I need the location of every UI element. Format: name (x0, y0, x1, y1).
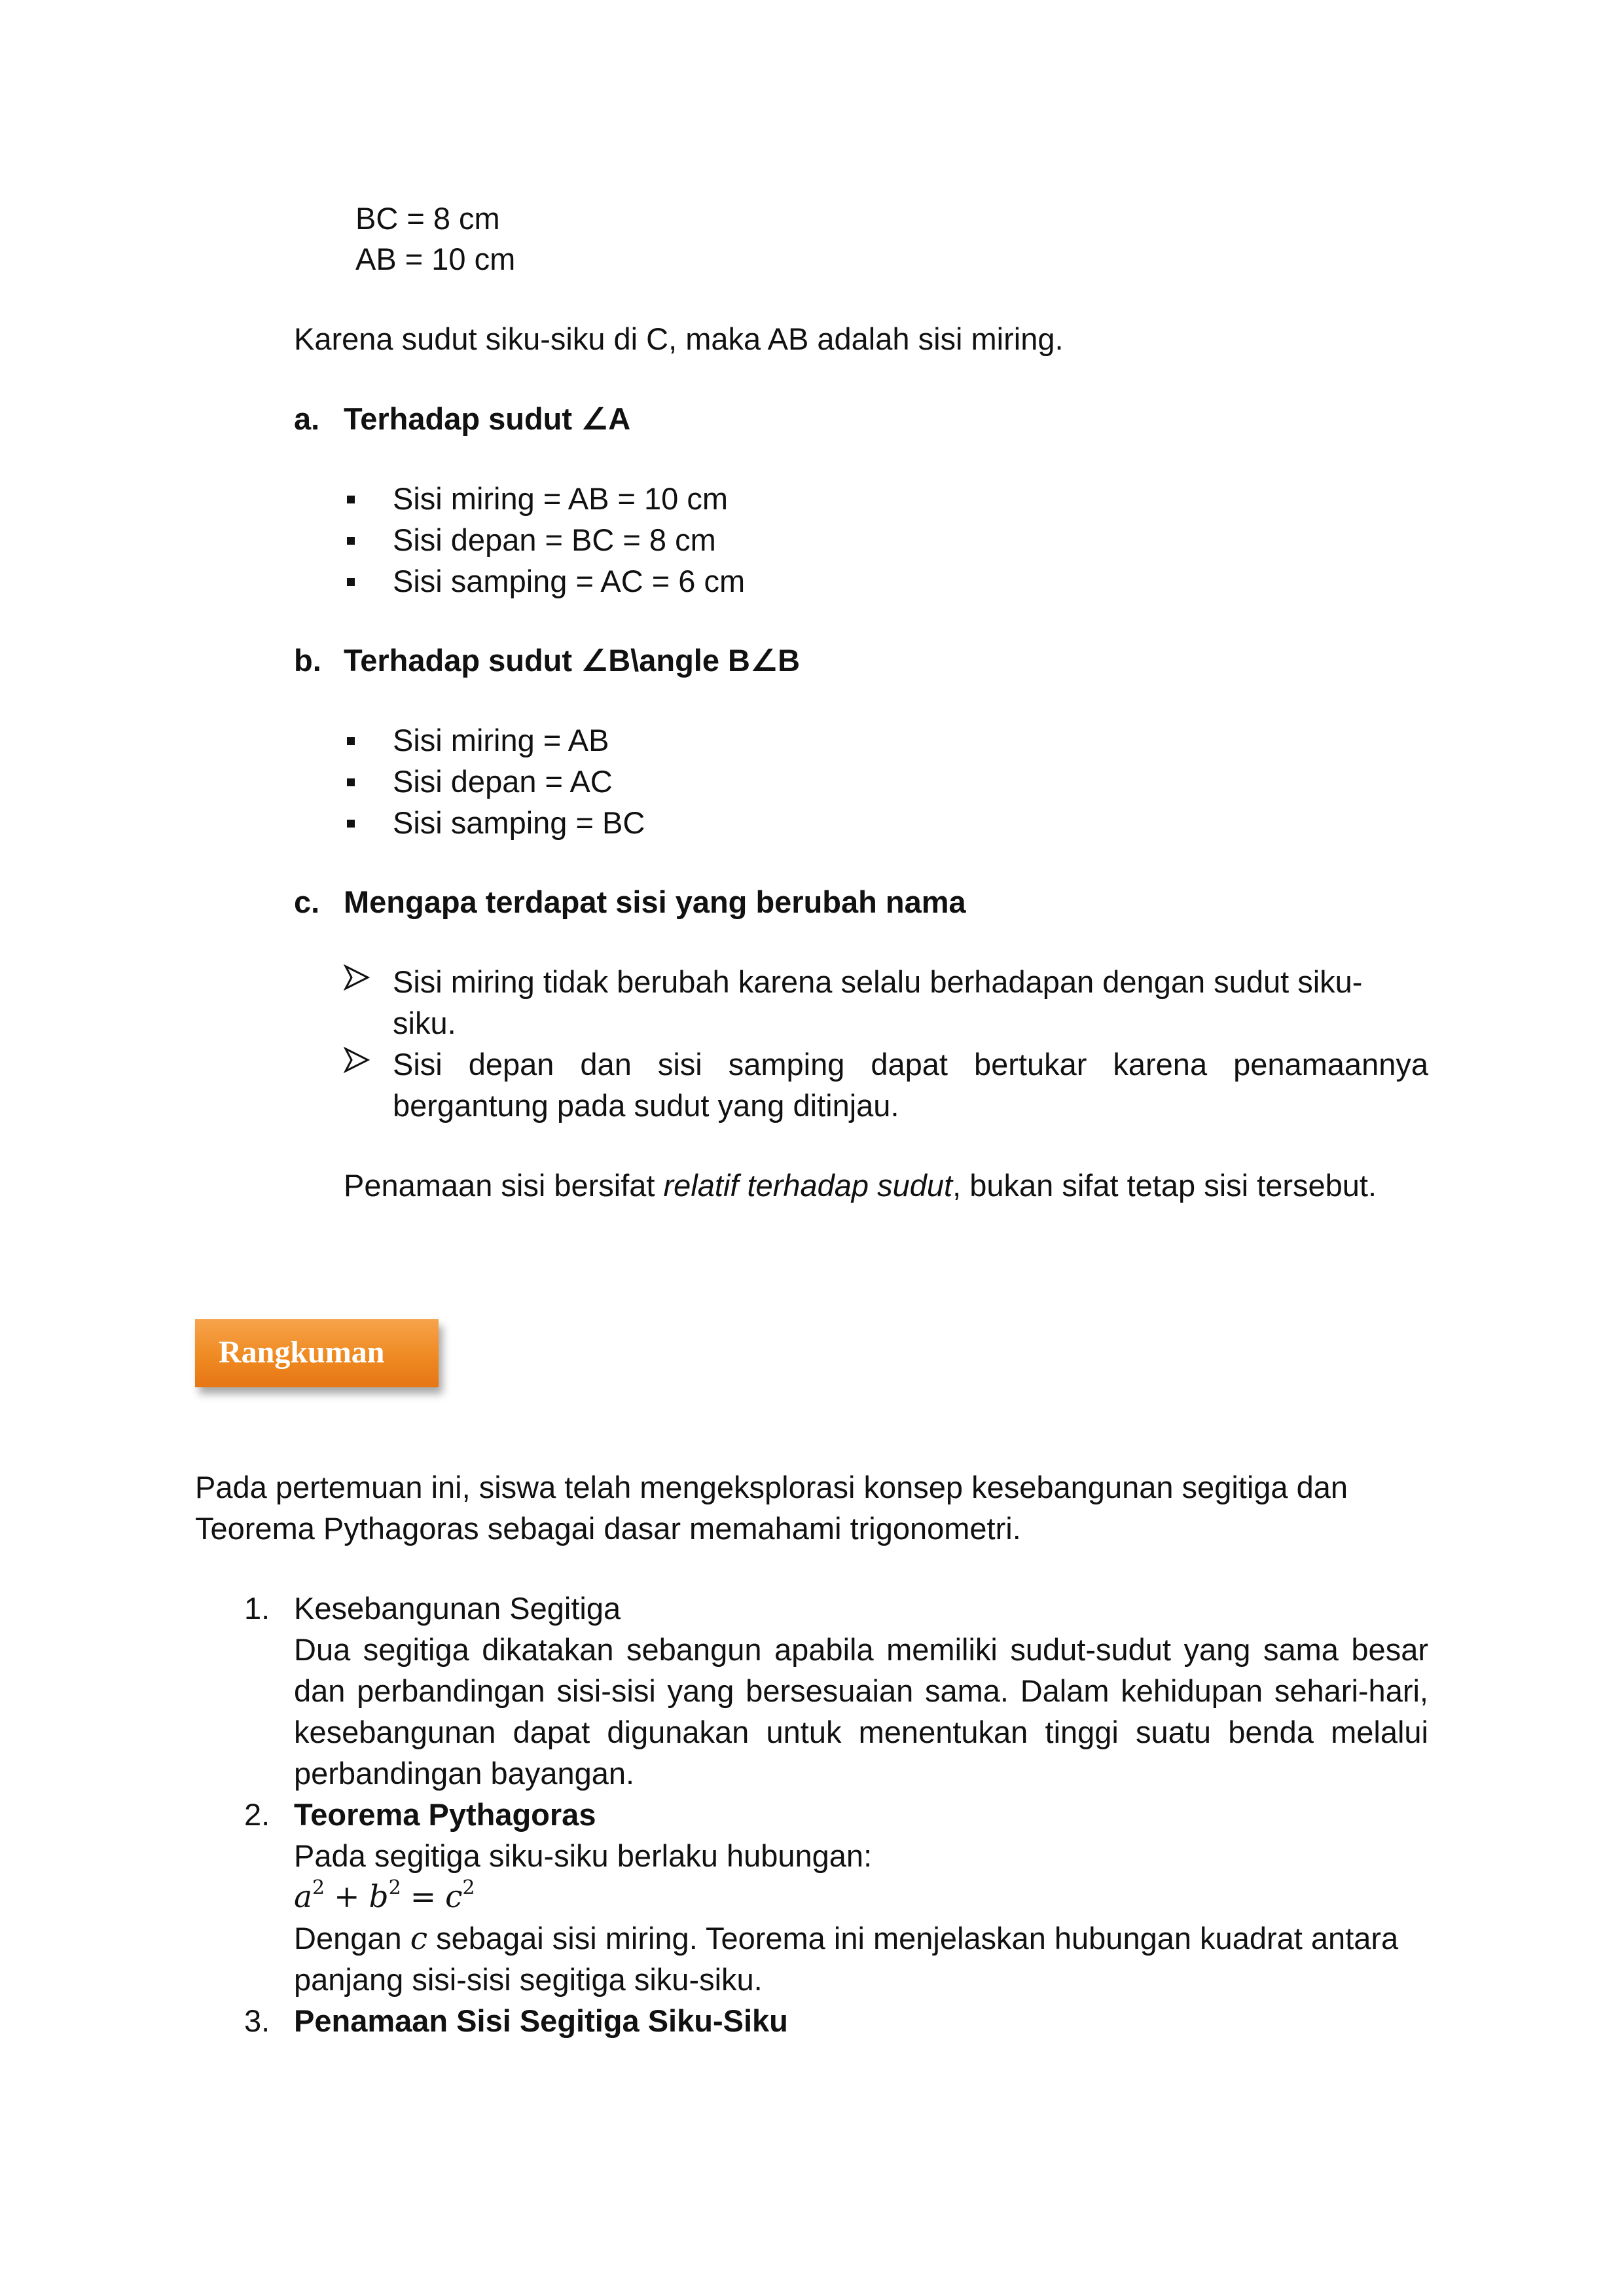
summary-item-intro: Pada segitiga siku-siku berlaku hubungan: (294, 1838, 873, 1873)
arrow-bullet-icon (344, 1047, 370, 1073)
bullet-icon (347, 778, 355, 786)
summary-banner-label: Rangkuman (219, 1335, 385, 1370)
summary-item-body-line: kesebangunan dapat digunakan untuk menentukan tinggi suatu benda melalui (294, 1715, 1428, 1749)
part-c-point-line: Sisi depan dan sisi samping dapat bertukar karena penamaannya (393, 1047, 1428, 1082)
formula-exponent: 2 (462, 1876, 475, 1899)
arrow-bullet-icon (344, 964, 370, 991)
summary-item-number: 3. (244, 2003, 270, 2038)
formula-operator: = (410, 1879, 437, 1915)
part-a-item: Sisi samping = AC = 6 cm (393, 564, 746, 598)
conclusion-text: , bukan sifat tetap sisi tersebut. (952, 1168, 1377, 1203)
part-a-item: Sisi miring = AB = 10 cm (393, 481, 728, 516)
part-c-conclusion (344, 1165, 1377, 1206)
summary-paragraph-line: Pada pertemuan ini, siswa telah mengeksplorasi konsep kesebangunan segitiga dan (195, 1470, 1348, 1504)
summary-item-number: 2. (244, 1797, 270, 1832)
bullet-icon (347, 737, 355, 745)
after-var: c (410, 1921, 428, 1957)
summary-item-body-line: perbandingan bayangan. (294, 1756, 635, 1791)
after-text-wrap (294, 1918, 1398, 1959)
part-c-point-line: Sisi miring tidak berubah karena selalu berhadapan dengan sudut siku- (393, 964, 1363, 999)
part-c-title: Mengapa terdapat sisi yang berubah nama (344, 884, 966, 919)
part-b-title: Terhadap sudut ∠B\angle B∠B (344, 643, 801, 678)
summary-item-body-line: Dua segitiga dikatakan sebangun apabila memiliki sudut-sudut yang sama besar (294, 1632, 1428, 1667)
given-ab: AB = 10 cm (355, 242, 516, 276)
formula-var: a (294, 1879, 313, 1915)
summary-item-after-line: panjang sisi-sisi segitiga siku-siku. (294, 1962, 763, 1997)
summary-item-after-line (294, 1918, 1428, 1959)
summary-paragraph-line: Teorema Pythagoras sebagai dasar memahami trigonometri. (195, 1511, 1021, 1546)
part-a-marker: a. (294, 401, 320, 436)
part-c-marker: c. (294, 884, 320, 919)
part-b-item: Sisi samping = BC (393, 805, 645, 840)
part-c-point-line: bergantung pada sudut yang ditinjau. (393, 1088, 899, 1123)
formula-exponent: 2 (388, 1876, 401, 1899)
summary-item-body-line: dan perbandingan sisi-sisi yang bersesuaian sama. Dalam kehidupan sehari-hari, (294, 1673, 1428, 1708)
part-a-item: Sisi depan = BC = 8 cm (393, 522, 716, 557)
formula-exponent: 2 (312, 1876, 325, 1899)
bullet-icon (347, 578, 355, 586)
summary-item-title: Teorema Pythagoras (294, 1797, 596, 1832)
bullet-icon (347, 496, 355, 503)
given-bc: BC = 8 cm (355, 201, 500, 236)
intro-sentence: Karena sudut siku-siku di C, maka AB adalah sisi miring. (294, 321, 1064, 356)
summary-item-title: Penamaan Sisi Segitiga Siku-Siku (294, 2003, 788, 2038)
after-text: Dengan (294, 1921, 410, 1956)
after-text: sebagai sisi miring. Teorema ini menjelaskan hubungan kuadrat antara (427, 1921, 1399, 1956)
conclusion-italic: relatif terhadap sudut (663, 1168, 953, 1203)
formula-var: c (445, 1879, 463, 1915)
formula-var: b (369, 1879, 389, 1915)
part-b-item: Sisi depan = AC (393, 764, 613, 799)
part-b-item: Sisi miring = AB (393, 723, 609, 757)
bullet-icon (347, 537, 355, 545)
summary-item-number: 1. (244, 1591, 270, 1626)
formula-operator: + (334, 1879, 360, 1915)
pythagoras-formula (294, 1876, 475, 1918)
part-b-marker: b. (294, 643, 321, 678)
part-c-point-line: siku. (393, 1006, 456, 1040)
conclusion-text: Penamaan sisi bersifat (344, 1168, 664, 1203)
bullet-icon (347, 820, 355, 828)
summary-banner (195, 1319, 439, 1387)
part-a-title: Terhadap sudut ∠A (344, 401, 631, 436)
summary-item-title: Kesebangunan Segitiga (294, 1591, 621, 1626)
